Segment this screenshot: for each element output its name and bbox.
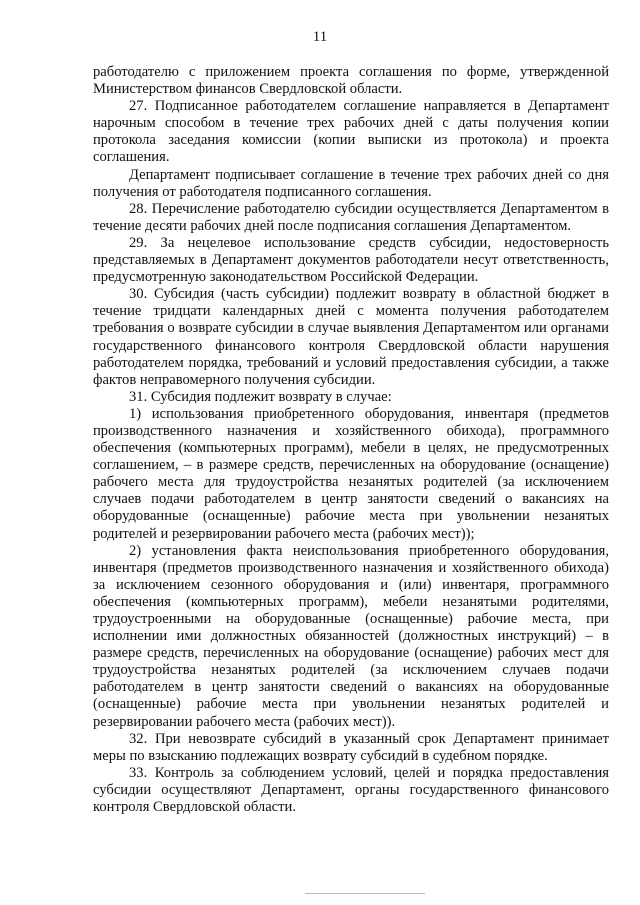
paragraph-31: 31. Субсидия подлежит возврату в случае: [129, 388, 392, 405]
paragraph-28: 28. Перечисление работодателю субсидии осуществляется Департаментом в течение десяти рабочих дней после подписания соглашения Департаментом. [93, 200, 609, 234]
document-body [93, 64, 609, 816]
paragraph-continuation: работодателю с приложением проекта соглашения по форме, утвержденной Министерством финансов Свердловской области. [93, 64, 609, 98]
paragraph-27: 27. Подписанное работодателем соглашение направляется в Департамент нарочным способом в течение трех рабочих дней с даты получения копии протокола заседания комиссии (копии выписки из протокола) и проекта соглашения. [93, 98, 609, 166]
scan-edge-mark [305, 893, 425, 894]
paragraph-30: 30. Субсидия (часть субсидии) подлежит возврату в областной бюджет в течение тридцати календарных дней с момента получения работодателем требования о возврате субсидии в случае выявления Департаментом или органами государственного финансового контроля Свердловской области нарушения работодателем порядка, требований и условий предоставления субсидии, а также фактов неправомерного получения субсидии. [93, 286, 609, 388]
paragraph-33: 33. Контроль за соблюдением условий, целей и порядка предоставления субсидии осуществляют Департамент, органы государственного финансового контроля Свердловской области. [93, 764, 609, 816]
paragraph-31-item-1: 1) использования приобретенного оборудования, инвентаря (предметов производственного назначения и хозяйственного обихода), программного обеспечения (компьютерных программ), мебели в целях, не предусмотренных соглашением, – в размере средств, перечисленных на оборудование (оснащение) рабочего места для трудоустройства незанятых родителей (за исключением случаев подачи работодателем в центр занятости сведений о вакансиях на оборудованные (оснащенные) рабочие места при увольнении незанятых родителей и резервировании рабочего места (рабочих мест)); [93, 405, 609, 542]
paragraph-32: 32. При невозврате субсидий в указанный срок Департамент принимает меры по взысканию подлежащих возврату субсидий в судебном порядке. [93, 730, 609, 764]
paragraph-31-item-2: 2) установления факта неиспользования приобретенного оборудования, инвентаря (предметов производственного назначения и хозяйственного обихода) за исключением сезонного оборудования и (или) инвентаря, программного обеспечения (компьютерных программ), мебели незанятыми родителями, трудоустроенными на оборудованные (оснащенные) рабочие места, при исполнении ими должностных обязанностей (должностных инструкций) – в размере средств, перечисленных на оборудование (оснащение) рабочих мест для трудоустройства незанятых родителей (за исключением случаев подачи работодателем в центр занятости сведений о вакансиях на оборудованные (оснащенные) рабочие места при увольнении незанятых родителей и резервировании рабочего места (рабочих мест)). [93, 542, 609, 730]
paragraph-29: 29. За нецелевое использование средств субсидии, недостоверность представляемых в Департамент документов работодатели несут ответственность, предусмотренную законодательством Российской Федерации. [93, 234, 609, 286]
paragraph-27-signing: Департамент подписывает соглашение в течение трех рабочих дней со дня получения от работодателя подписанного соглашения. [93, 166, 609, 200]
page-number: 11 [312, 29, 328, 45]
